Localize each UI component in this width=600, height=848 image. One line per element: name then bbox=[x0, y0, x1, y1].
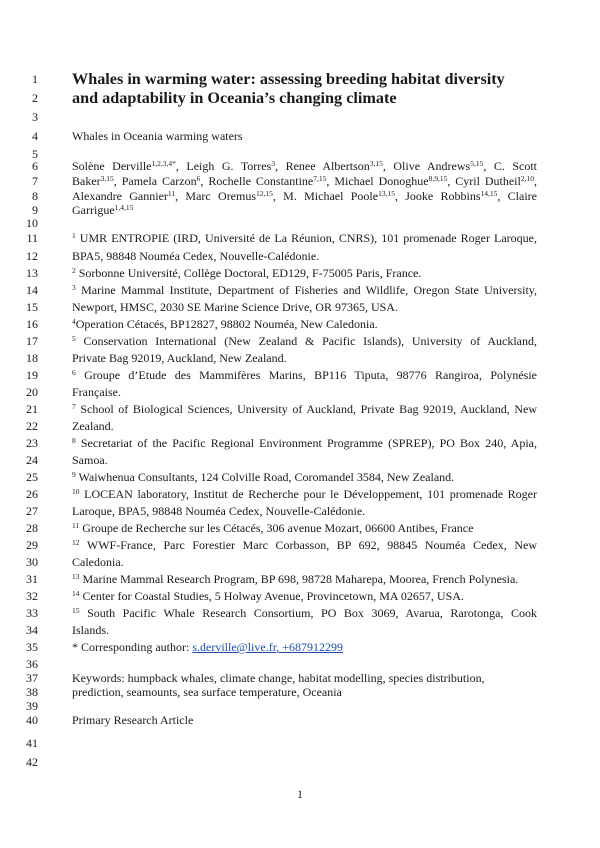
line-number: 33 bbox=[26, 606, 38, 620]
affiliation-7: $^7$ School of Biological Sciences, University of Auckland, Private Bag 92019, Auckland, New bbox=[72, 402, 537, 416]
affiliation-8: $^8$ Secretariat of the Pacific Regional Environment Programme (SPREP), PO Box 240, Apia, bbox=[72, 436, 537, 450]
affiliation-6-cont: Française. bbox=[72, 385, 121, 399]
affiliation-10-cont: Laroque, BPA5, 98848 Nouméa Cedex, Nouvelle-Calédonie. bbox=[72, 504, 366, 518]
line-number: 31 bbox=[26, 572, 38, 586]
affiliation-4: $^4$Operation Cétacés, BP12827, 98802 Nouméa, New Caledonia. bbox=[72, 317, 378, 331]
line-number: 41 bbox=[26, 736, 38, 750]
line-number: 38 bbox=[26, 685, 38, 699]
line-number: 8 bbox=[32, 189, 38, 203]
affiliation-10: $^{10}$ LOCEAN laboratory, Institut de Recherche pour le Développement, 101 promenade Roger bbox=[72, 487, 537, 501]
keywords-line-2: prediction, seamounts, sea surface temperature, Oceania bbox=[72, 685, 342, 699]
author-line-1: Solène Derville$^{1,2,3,4*}$, Leigh G. Torres$^3$, Renee Albertson$^{3,15}$, Olive Andrews$^{5,15}$, C. Scott bbox=[72, 159, 538, 173]
paper-title-line-1: Whales in warming water: assessing breeding habitat diversity bbox=[72, 70, 505, 88]
corresponding-author: * Corresponding author: s.derville@live.fr, +687912299 bbox=[72, 640, 343, 654]
affiliation-7-cont: Zealand. bbox=[72, 419, 114, 433]
keywords-line-1: Keywords: humpback whales, climate change, habitat modelling, species distribution, bbox=[72, 671, 485, 685]
line-number: 22 bbox=[26, 419, 38, 433]
line-number: 19 bbox=[26, 368, 38, 382]
affiliation-9: $^9$ Waiwhenua Consultants, 124 Colville Road, Coromandel 3584, New Zealand. bbox=[72, 470, 455, 484]
affiliation-13: $^{13}$ Marine Mammal Research Program, BP 698, 98728 Maharepa, Moorea, French Polynesia. bbox=[72, 572, 519, 586]
article-type: Primary Research Article bbox=[72, 713, 194, 727]
affiliation-5: $^5$ Conservation International (New Zealand & Pacific Islands), University of Auckland, bbox=[72, 334, 537, 348]
line-number: 25 bbox=[26, 470, 38, 484]
line-number: 27 bbox=[26, 504, 38, 518]
page-number: 1 bbox=[297, 787, 303, 801]
line-number: 1 bbox=[32, 72, 38, 86]
line-number: 9 bbox=[32, 203, 38, 217]
line-number: 30 bbox=[26, 555, 38, 569]
affiliation-15-cont: Islands. bbox=[72, 623, 109, 637]
line-number: 23 bbox=[26, 436, 38, 450]
affiliation-14: $^{14}$ Center for Coastal Studies, 5 Holway Avenue, Provincetown, MA 02657, USA. bbox=[72, 589, 464, 603]
affiliation-3: $^3$ Marine Mammal Institute, Department of Fisheries and Wildlife, Oregon State University, bbox=[72, 283, 537, 297]
line-number: 39 bbox=[26, 699, 38, 713]
line-number: 14 bbox=[26, 283, 38, 297]
line-number: 32 bbox=[26, 589, 38, 603]
affiliation-15: $^{15}$ South Pacific Whale Research Consortium, PO Box 3069, Avarua, Rarotonga, Cook bbox=[72, 606, 537, 620]
phone-link[interactable]: , +687912299 bbox=[276, 640, 343, 654]
line-number: 4 bbox=[32, 129, 38, 143]
author-line-4: Garrigue$^{1,4,15}$ bbox=[72, 203, 134, 217]
line-number: 3 bbox=[32, 110, 38, 124]
affiliation-6: $^6$ Groupe d’Etude des Mammifères Marins, BP116 Tiputa, 98776 Rangiroa, Polynésie bbox=[72, 368, 537, 382]
affiliation-5-cont: Private Bag 92019, Auckland, New Zealand. bbox=[72, 351, 287, 365]
line-number: 15 bbox=[26, 300, 38, 314]
running-title: Whales in Oceania warming waters bbox=[72, 129, 243, 143]
affiliation-11: $^{11}$ Groupe de Recherche sur les Cétacés, 306 avenue Mozart, 06600 Antibes, France bbox=[72, 521, 474, 535]
line-number: 34 bbox=[26, 623, 38, 637]
line-number: 17 bbox=[26, 334, 38, 348]
affiliation-8-cont: Samoa. bbox=[72, 453, 108, 467]
paper-title-line-2: and adaptability in Oceania’s changing climate bbox=[72, 89, 397, 107]
line-number: 29 bbox=[26, 538, 38, 552]
email-link[interactable]: s.derville@live.fr bbox=[192, 640, 277, 654]
author-line-3: Alexandre Gannier$^{11}$, Marc Oremus$^{12,15}$, M. Michael Poole$^{13,15}$, Jooke Robbins$^{14,15}$, Claire bbox=[72, 189, 537, 203]
line-number: 13 bbox=[26, 266, 38, 280]
line-number: 37 bbox=[26, 671, 38, 685]
line-number: 18 bbox=[26, 351, 38, 365]
line-number: 24 bbox=[26, 453, 38, 467]
author-line-2: Baker$^{3,15}$, Pamela Carzon$^6$, Rochelle Constantine$^{7,15}$, Michael Donoghue$^{8,9,15}$, Cyril Dutheil$^{2,10}$, bbox=[72, 174, 537, 188]
affiliation-12: $^{12}$ WWF-France, Parc Forestier Marc Corbasson, BP 692, 98845 Nouméa Cedex, New bbox=[72, 538, 537, 552]
line-number: 20 bbox=[26, 385, 38, 399]
affiliation-1-cont: BPA5, 98848 Nouméa Cedex, Nouvelle-Calédonie. bbox=[72, 249, 320, 263]
line-number: 16 bbox=[26, 317, 38, 331]
affiliation-3-cont: Newport, HMSC, 2030 SE Marine Science Drive, OR 97365, USA. bbox=[72, 300, 398, 314]
line-number: 35 bbox=[26, 640, 38, 654]
line-number: 42 bbox=[26, 755, 38, 769]
line-number: 7 bbox=[32, 174, 38, 188]
line-number: 11 bbox=[26, 231, 38, 245]
line-number: 5 bbox=[32, 147, 38, 161]
line-number: 36 bbox=[26, 657, 38, 671]
line-number: 21 bbox=[26, 402, 38, 416]
line-number: 10 bbox=[26, 216, 38, 230]
line-number: 28 bbox=[26, 521, 38, 535]
affiliation-2: $^2$ Sorbonne Université, Collège Doctoral, ED129, F-75005 Paris, France. bbox=[72, 266, 422, 280]
line-number: 2 bbox=[32, 91, 38, 105]
line-number: 40 bbox=[26, 713, 38, 727]
line-number: 6 bbox=[32, 159, 38, 173]
affiliation-1: $^1$ UMR ENTROPIE (IRD, Université de La Réunion, CNRS), 101 promenade Roger Laroque, bbox=[72, 231, 537, 245]
line-number: 26 bbox=[26, 487, 38, 501]
affiliation-12-cont: Caledonia. bbox=[72, 555, 124, 569]
line-number: 12 bbox=[26, 249, 38, 263]
